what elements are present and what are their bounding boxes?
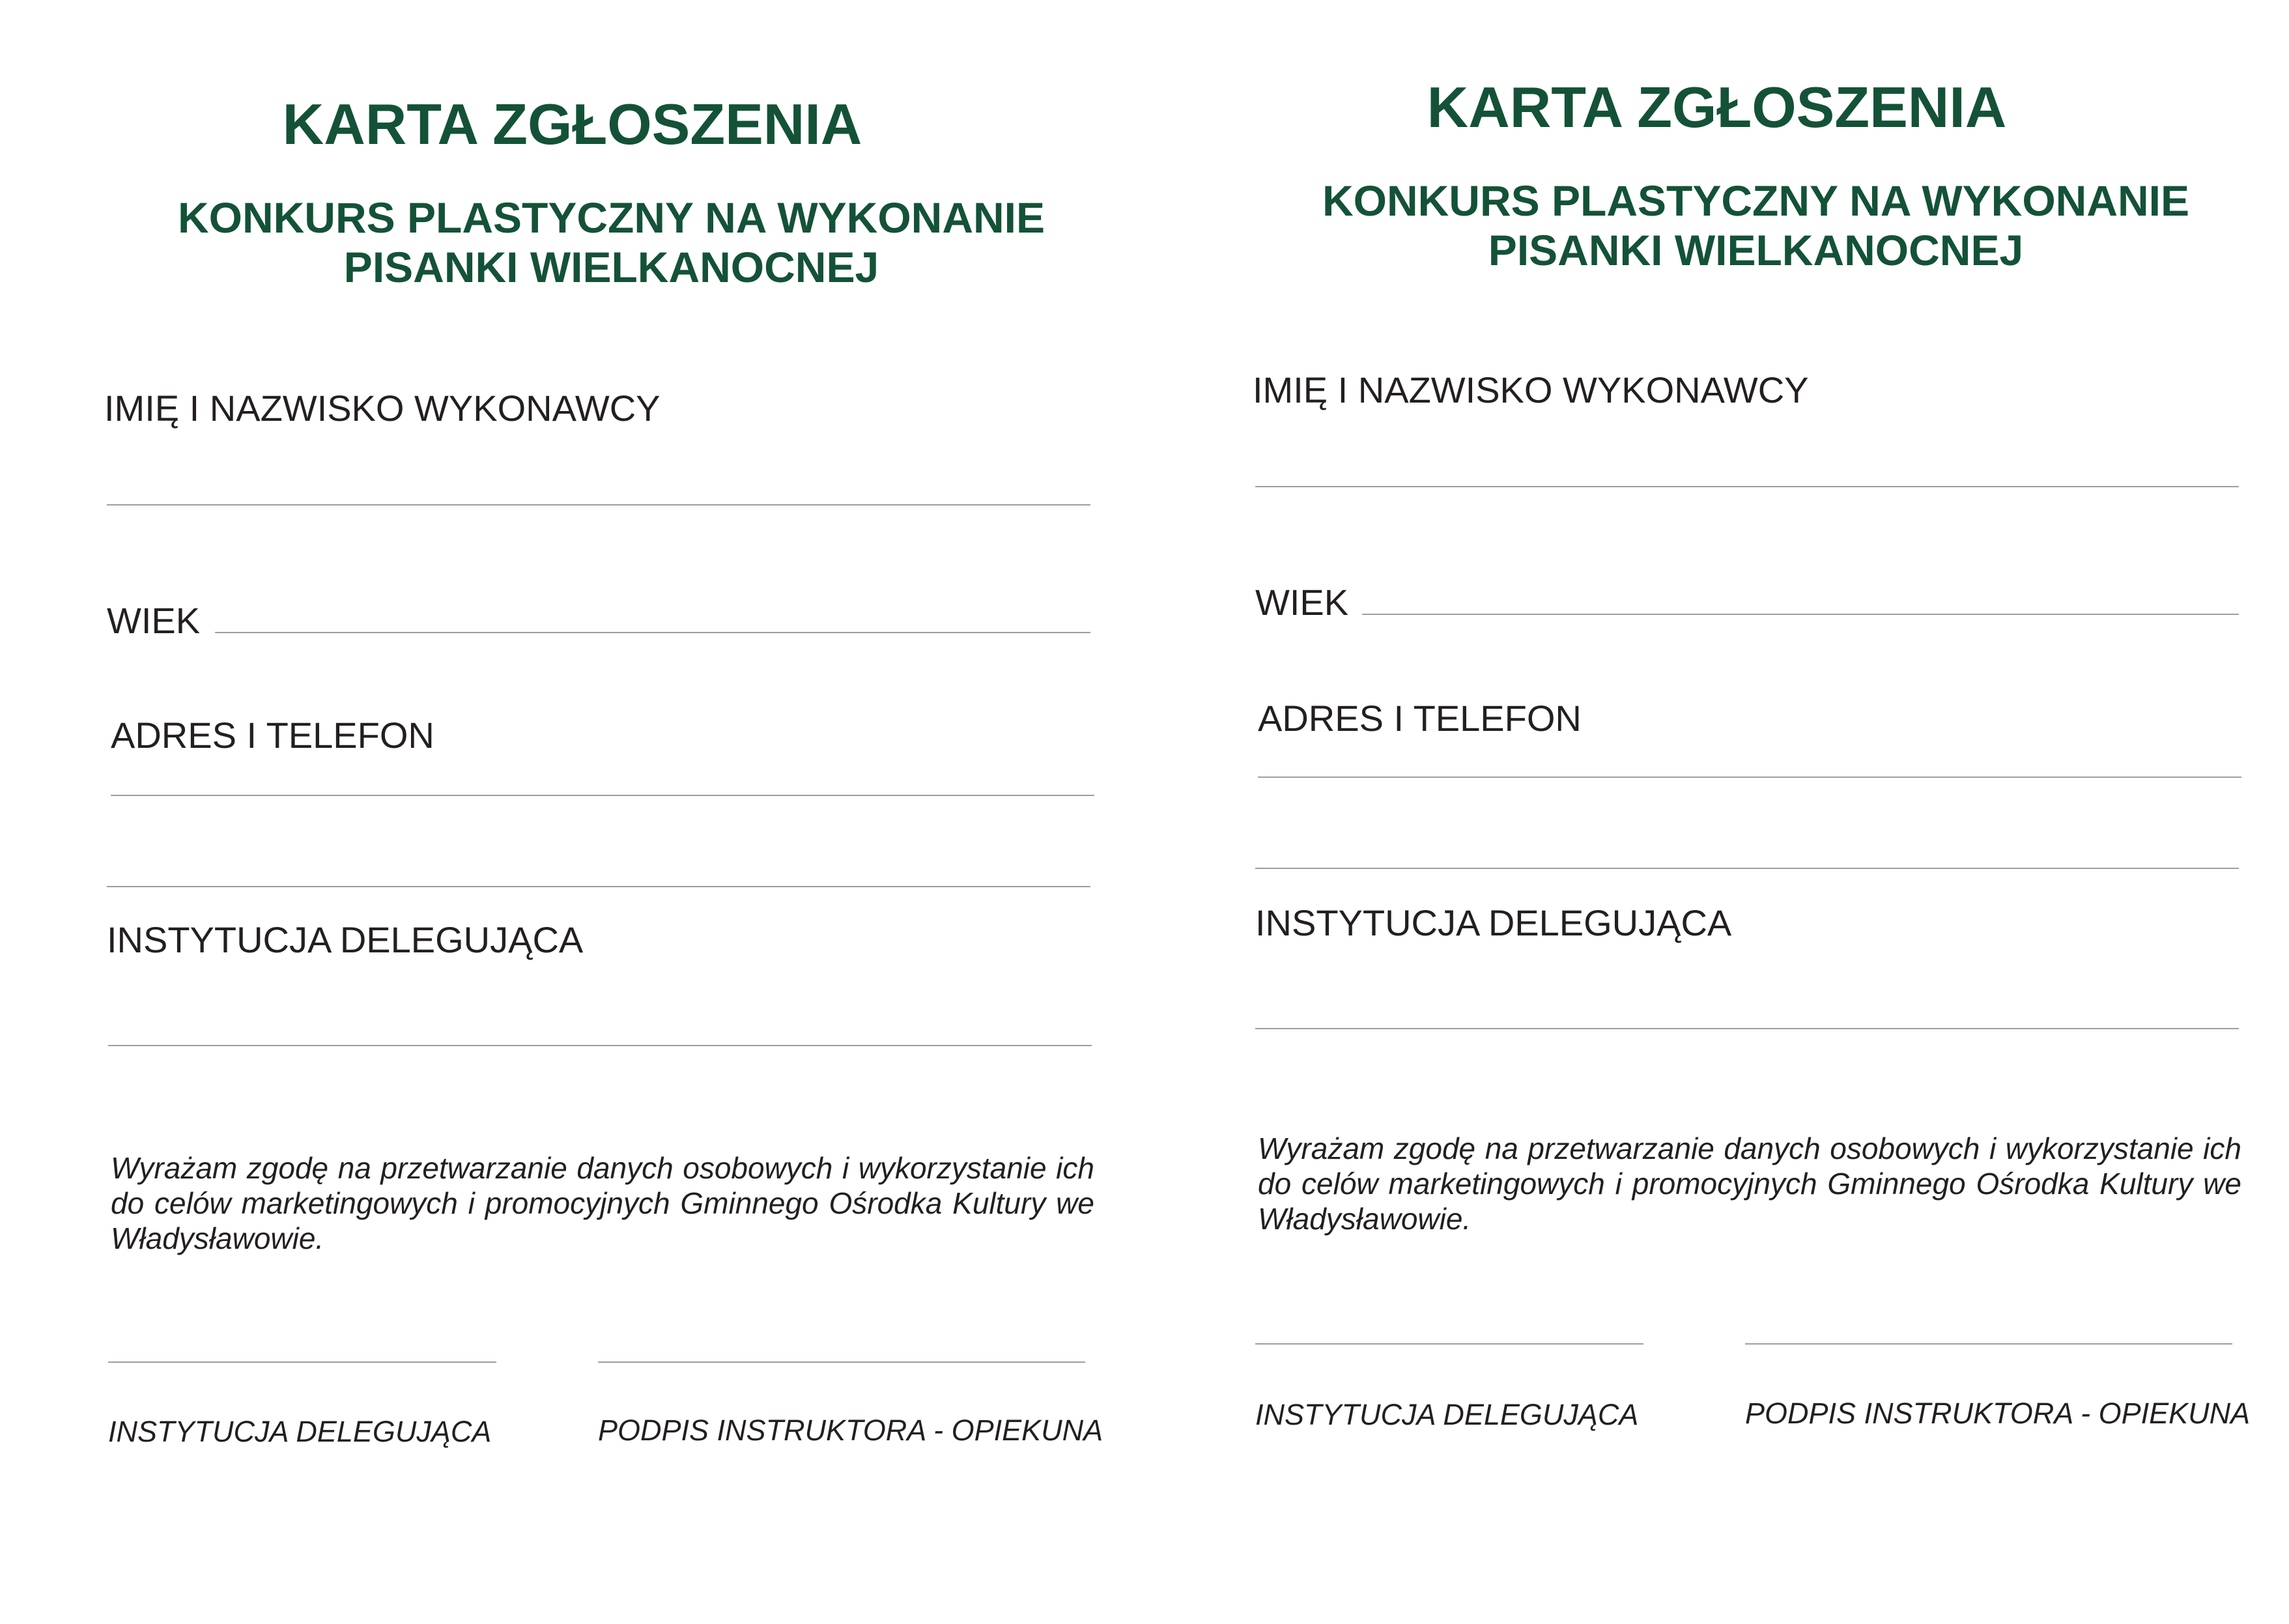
card-subtitle-line2: PISANKI WIELKANOCNEJ: [1488, 226, 2024, 274]
institution-field-line[interactable]: [1255, 1028, 2239, 1029]
address-field-line-2[interactable]: [107, 886, 1090, 887]
card-subtitle-line2: PISANKI WIELKANOCNEJ: [343, 243, 879, 291]
application-card-right: [1144, 0, 2289, 1624]
institution-field-line[interactable]: [108, 1045, 1092, 1046]
name-field-label: IMIĘ I NAZWISKO WYKONAWCY: [1253, 369, 1809, 410]
institution-field-label: INSTYTUCJA DELEGUJĄCA: [1255, 902, 1732, 943]
institution-signature-line[interactable]: [1255, 1343, 1643, 1345]
address-field-line-1[interactable]: [1258, 776, 2241, 778]
card-subtitle-line1: KONKURS PLASTYCZNY NA WYKONANIE: [1322, 177, 2190, 225]
application-card-left: [0, 0, 1144, 1624]
consent-text: Wyrażam zgodę na przetwarzanie danych osobowych i wykorzystanie ich do celów marketingowych i promocyjnych Gminnego Ośrodka Kultury we Władysławowie.: [1258, 1132, 2241, 1236]
card-title: KARTA ZGŁOSZENIA: [1427, 75, 2007, 139]
address-field-label: ADRES I TELEFON: [1258, 698, 1582, 739]
age-field-label: WIEK: [107, 600, 201, 641]
instructor-signature-line[interactable]: [598, 1361, 1085, 1363]
institution-signature-line[interactable]: [108, 1361, 496, 1363]
address-field-label: ADRES I TELEFON: [111, 715, 434, 756]
instructor-signature-line[interactable]: [1745, 1343, 2232, 1345]
card-title: KARTA ZGŁOSZENIA: [282, 92, 862, 156]
institution-signature-label: INSTYTUCJA DELEGUJĄCA: [1255, 1398, 1639, 1431]
card-subtitle-line1: KONKURS PLASTYCZNY NA WYKONANIE: [177, 193, 1045, 242]
age-field-line[interactable]: [1362, 614, 2239, 615]
name-field-label: IMIĘ I NAZWISKO WYKONAWCY: [104, 388, 661, 429]
age-field-label: WIEK: [1255, 582, 1349, 623]
name-field-line[interactable]: [1255, 486, 2239, 487]
instructor-signature-label: PODPIS INSTRUKTORA - OPIEKUNA: [598, 1414, 1103, 1447]
institution-field-label: INSTYTUCJA DELEGUJĄCA: [107, 919, 584, 960]
consent-text: Wyrażam zgodę na przetwarzanie danych osobowych i wykorzystanie ich do celów marketingowych i promocyjnych Gminnego Ośrodka Kultury we Władysławowie.: [111, 1151, 1094, 1255]
instructor-signature-label: PODPIS INSTRUKTORA - OPIEKUNA: [1745, 1397, 2251, 1430]
address-field-line-2[interactable]: [1255, 868, 2239, 869]
age-field-line[interactable]: [215, 632, 1090, 633]
name-field-line[interactable]: [107, 504, 1090, 506]
institution-signature-label: INSTYTUCJA DELEGUJĄCA: [108, 1415, 492, 1448]
address-field-line-1[interactable]: [111, 795, 1094, 796]
